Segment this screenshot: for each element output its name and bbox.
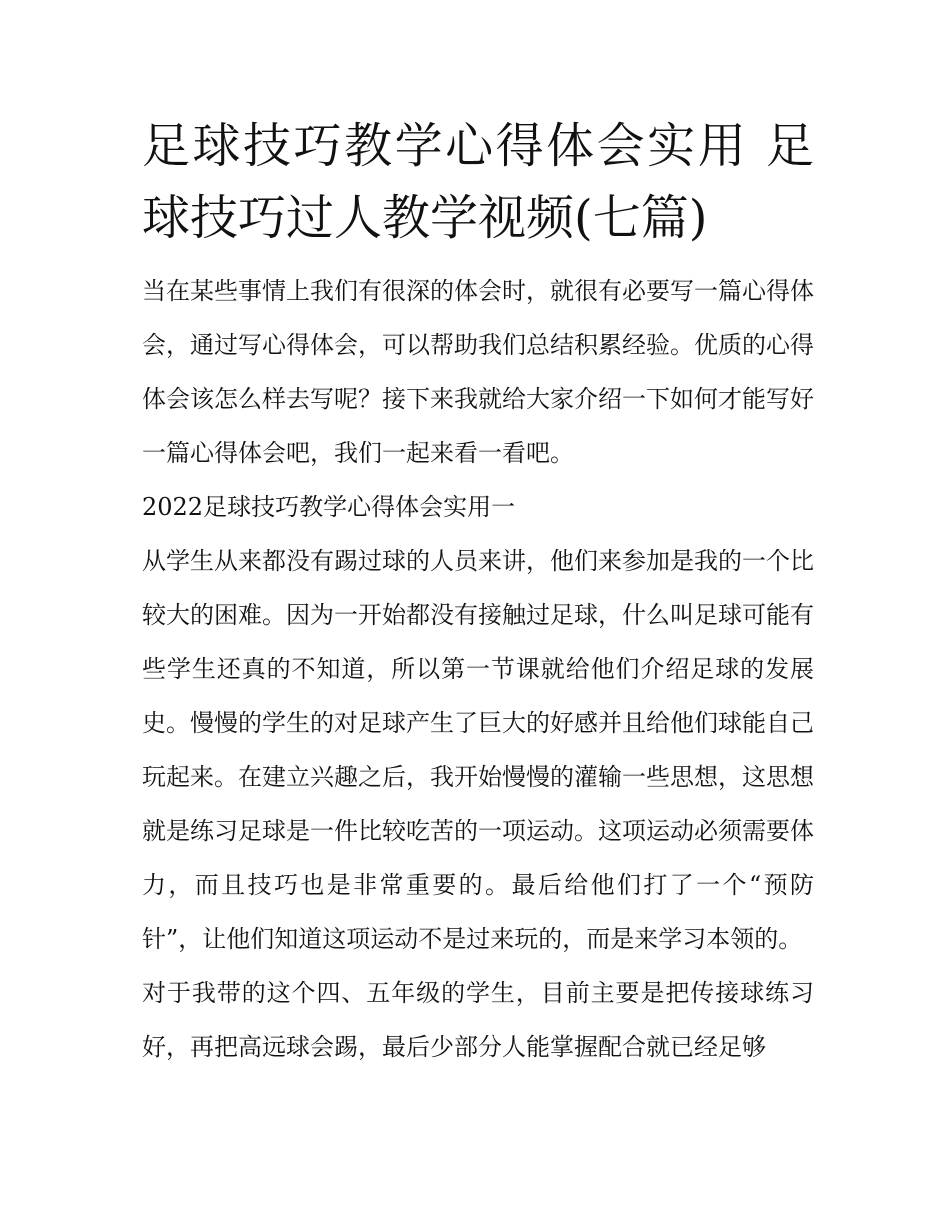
body-paragraph-2: 对于我带的这个四、五年级的学生，目前主要是把传接球练习好，再把高远球会踢，最后少部分人能掌握配合就已经足够 bbox=[142, 979, 814, 1061]
document-page bbox=[142, 110, 814, 1074]
body-paragraph-1: 从学生从来都没有踢过球的人员来讲，他们来参加是我的一个比较大的困难。因为一开始都没有接触过足球，什么叫足球可能有些学生还真的不知道，所以第一节课就给他们介绍足球的发展史。慢慢的学生的对足球产生了巨大的好感并且给他们球能自己玩起来。在建立兴趣之后，我开始慢慢的灌输一些思想，这思想就是练习足球是一件比较吃苦的一项运动。这项运动必须需要体力，而且技巧也是非常重要的。最后给他们打了一个“预防针”，让他们知道这项运动不是过来玩的，而是来学习本领的。 bbox=[142, 547, 814, 953]
document-body bbox=[142, 264, 814, 1074]
document-title: 足球技巧教学心得体会实用 足球技巧过人教学视频(七篇) bbox=[142, 118, 814, 246]
intro-paragraph: 当在某些事情上我们有很深的体会时，就很有必要写一篇心得体会，通过写心得体会，可以帮助我们总结积累经验。优质的心得体会该怎么样去写呢？接下来我就给大家介绍一下如何才能写好一篇心得体会吧，我们一起来看一看吧。 bbox=[142, 277, 814, 467]
section-heading: 2022足球技巧教学心得体会实用一 bbox=[142, 493, 516, 521]
